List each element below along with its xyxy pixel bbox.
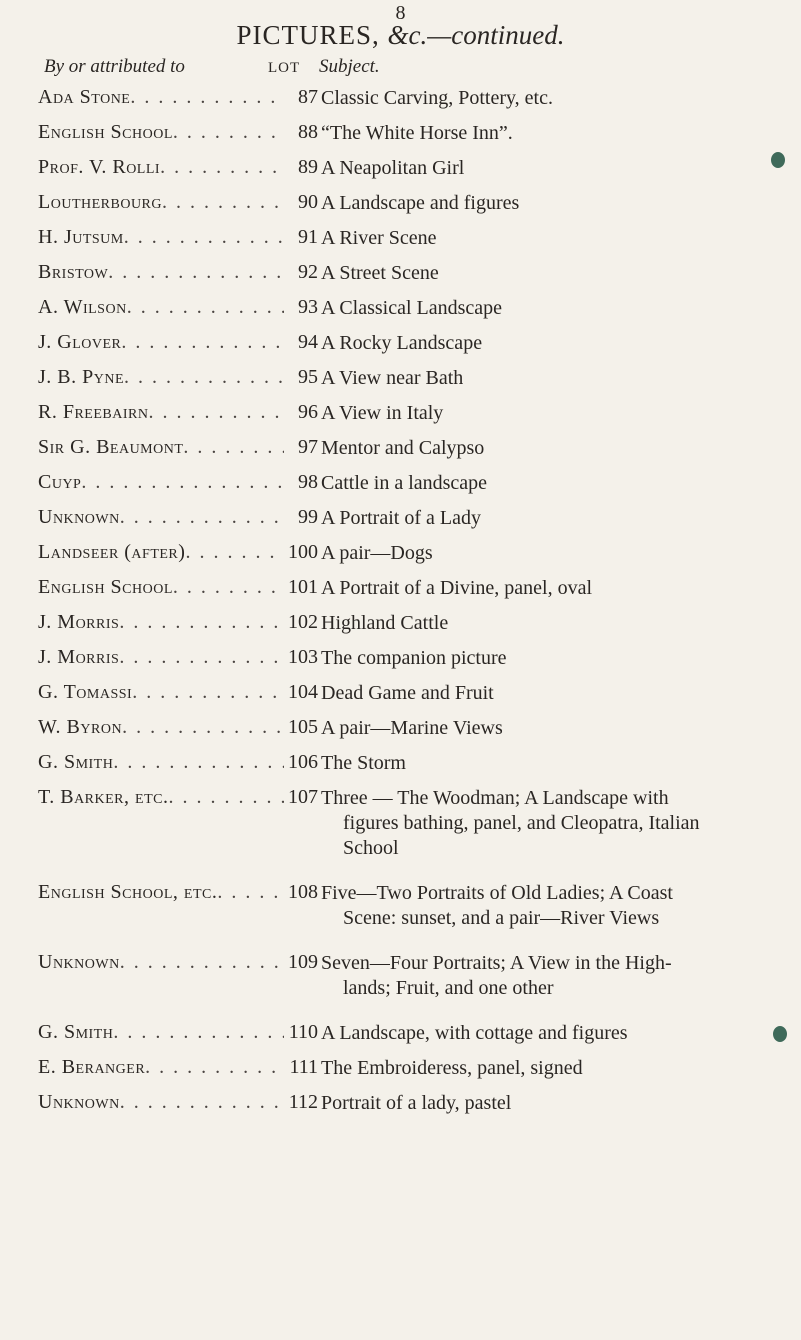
subject-cell — [321, 226, 767, 251]
artist-cell — [38, 296, 284, 324]
artist-name: English School, etc. — [38, 881, 218, 903]
artist-cell — [38, 786, 284, 814]
lot-number: 87 — [298, 86, 318, 108]
artist-name: Bristow — [38, 261, 109, 283]
subject-line: A Portrait of a Lady — [321, 507, 481, 529]
subject-line: Cattle in a landscape — [321, 472, 488, 494]
margin-spot-mark — [771, 152, 785, 168]
artist-name: G. Smith — [38, 1021, 114, 1043]
artist-cell — [38, 121, 284, 149]
subject-cell — [321, 1021, 767, 1046]
dot-leader — [173, 121, 284, 144]
artist-cell — [38, 506, 284, 534]
dot-leader — [124, 366, 284, 389]
subject-line: The companion picture — [321, 647, 507, 669]
subject-cell — [321, 611, 767, 636]
artist-cell — [38, 436, 284, 464]
artist-cell — [38, 261, 284, 289]
lot-number: 91 — [298, 226, 318, 248]
subject-cell — [321, 681, 767, 706]
dot-leader — [120, 951, 284, 974]
lot-number: 110 — [288, 1021, 318, 1043]
subject-line: The Storm — [321, 752, 406, 774]
lot-number: 95 — [298, 366, 318, 388]
artist-name: H. Jutsum — [38, 226, 124, 248]
lot-number: 88 — [298, 121, 318, 143]
subject-line: A Landscape and figures — [321, 192, 520, 214]
dot-leader — [124, 226, 284, 249]
subject-line: A River Scene — [321, 227, 437, 249]
subject-line: Seven—Four Portraits; A View in the High- — [321, 952, 672, 974]
artist-cell — [38, 751, 284, 779]
lot-number: 103 — [288, 646, 318, 668]
heading-continued: &c.—continued. — [387, 20, 565, 50]
artist-cell — [38, 611, 284, 639]
dot-leader — [217, 881, 284, 904]
subject-line: Five—Two Portraits of Old Ladies; A Coast — [321, 882, 673, 904]
subject-line: A pair—Dogs — [321, 542, 433, 564]
dot-leader — [121, 331, 284, 354]
subject-cell — [321, 951, 767, 1001]
artist-name: Unknown — [38, 951, 120, 973]
subject-line: A View near Bath — [321, 367, 464, 389]
artist-cell — [38, 681, 284, 709]
dot-leader — [113, 751, 284, 774]
subject-line: Classic Carving, Pottery, etc. — [321, 87, 553, 109]
dot-leader — [168, 786, 284, 809]
dot-leader — [113, 1021, 284, 1044]
subject-cell — [321, 296, 767, 321]
dot-leader — [148, 401, 284, 424]
artist-name: A. Wilson — [38, 296, 127, 318]
dot-leader — [183, 436, 284, 459]
lot-number: 99 — [298, 506, 318, 528]
subject-cell — [321, 786, 767, 861]
dot-leader — [108, 261, 284, 284]
artist-name: J. B. Pyne — [38, 366, 125, 388]
artist-name: R. Freebairn — [38, 401, 149, 423]
lot-number: 111 — [289, 1056, 318, 1078]
subject-cell — [321, 646, 767, 671]
artist-name: E. Beranger — [38, 1056, 146, 1078]
subject-cell — [321, 331, 767, 356]
heading-main: PICTURES, — [236, 20, 380, 50]
margin-spot-mark — [773, 1026, 787, 1042]
lot-number: 108 — [288, 881, 318, 903]
subject-line: figures bathing, panel, and Cleopatra, Italian — [343, 812, 700, 834]
lot-number: 100 — [288, 541, 318, 563]
lot-number: 98 — [298, 471, 318, 493]
subject-cell — [321, 751, 767, 776]
artist-name: Prof. V. Rolli — [38, 156, 161, 178]
dot-leader — [120, 1091, 284, 1114]
subject-cell — [321, 471, 767, 496]
artist-cell — [38, 366, 284, 394]
artist-name: English School — [38, 121, 173, 143]
lot-number: 102 — [288, 611, 318, 633]
artist-name: Loutherbourg — [38, 191, 162, 213]
artist-cell — [38, 951, 284, 979]
subject-line: A Classical Landscape — [321, 297, 503, 319]
lot-number: 96 — [298, 401, 318, 423]
artist-name: Ada Stone — [38, 86, 131, 108]
subject-cell — [321, 191, 767, 216]
artist-cell — [38, 1056, 284, 1084]
artist-name: Landseer (after) — [38, 541, 186, 563]
subject-cell — [321, 576, 767, 601]
dot-leader — [127, 296, 284, 319]
artist-cell — [38, 576, 284, 604]
subject-line: Dead Game and Fruit — [321, 682, 494, 704]
artist-name: J. Glover — [38, 331, 122, 353]
dot-leader — [145, 1056, 284, 1079]
artist-cell — [38, 1091, 284, 1119]
subject-line: A pair—Marine Views — [321, 717, 503, 739]
subject-cell — [321, 401, 767, 426]
lot-number: 97 — [298, 436, 318, 458]
column-header-artist: By or attributed to — [44, 56, 185, 77]
subject-line: “The White Horse Inn”. — [321, 122, 513, 144]
subject-line: A Landscape, with cottage and figures — [321, 1022, 628, 1044]
artist-name: Unknown — [38, 506, 120, 528]
artist-name: G. Tomassi — [38, 681, 133, 703]
subject-line: A Portrait of a Divine, panel, oval — [321, 577, 593, 599]
artist-name: English School — [38, 576, 173, 598]
dot-leader — [132, 681, 284, 704]
subject-line: A Rocky Landscape — [321, 332, 483, 354]
page-heading — [0, 20, 801, 51]
subject-line: The Embroideress, panel, signed — [321, 1057, 583, 1079]
subject-line: Three — The Woodman; A Landscape with — [321, 787, 669, 809]
dot-leader — [120, 506, 284, 529]
artist-name: J. Morris — [38, 611, 120, 633]
artist-cell — [38, 646, 284, 674]
subject-line: School — [343, 837, 399, 859]
artist-cell — [38, 191, 284, 219]
lot-number: 89 — [298, 156, 318, 178]
lot-number: 106 — [288, 751, 318, 773]
subject-cell — [321, 156, 767, 181]
artist-cell — [38, 226, 284, 254]
lot-number: 107 — [288, 786, 318, 808]
dot-leader — [160, 156, 284, 179]
subject-line: Mentor and Calypso — [321, 437, 485, 459]
subject-line: A Neapolitan Girl — [321, 157, 465, 179]
artist-cell — [38, 1021, 284, 1049]
artist-cell — [38, 156, 284, 184]
dot-leader — [119, 611, 284, 634]
subject-cell — [321, 506, 767, 531]
lot-number: 94 — [298, 331, 318, 353]
dot-leader — [173, 576, 284, 599]
lot-number: 93 — [298, 296, 318, 318]
subject-cell — [321, 541, 767, 566]
artist-cell — [38, 471, 284, 499]
subject-line: lands; Fruit, and one other — [343, 977, 554, 999]
subject-line: A Street Scene — [321, 262, 439, 284]
subject-cell — [321, 121, 767, 146]
artist-cell — [38, 716, 284, 744]
lot-number: 112 — [288, 1091, 318, 1113]
artist-cell — [38, 401, 284, 429]
page-number: 8 — [395, 2, 406, 24]
subject-cell — [321, 436, 767, 461]
column-header-subject: Subject. — [319, 56, 380, 77]
subject-line: Highland Cattle — [321, 612, 449, 634]
subject-cell — [321, 86, 767, 111]
subject-line: Scene: sunset, and a pair—River Views — [343, 907, 660, 929]
artist-name: T. Barker, etc. — [38, 786, 169, 808]
subject-cell — [321, 261, 767, 286]
dot-leader — [130, 86, 284, 109]
lot-number: 101 — [288, 576, 318, 598]
subject-line: A View in Italy — [321, 402, 444, 424]
artist-name: Sir G. Beaumont — [38, 436, 184, 458]
subject-cell — [321, 1056, 767, 1081]
artist-name: G. Smith — [38, 751, 114, 773]
lot-number: 92 — [298, 261, 318, 283]
lot-number: 105 — [288, 716, 318, 738]
artist-name: W. Byron — [38, 716, 123, 738]
lot-number: 104 — [288, 681, 318, 703]
dot-leader — [81, 471, 284, 494]
artist-cell — [38, 541, 284, 569]
subject-cell — [321, 366, 767, 391]
subject-line: Portrait of a lady, pastel — [321, 1092, 512, 1114]
artist-cell — [38, 86, 284, 114]
lot-number: 109 — [288, 951, 318, 973]
subject-cell — [321, 1091, 767, 1116]
lot-number: 90 — [298, 191, 318, 213]
artist-cell — [38, 331, 284, 359]
dot-leader — [119, 646, 284, 669]
dot-leader — [122, 716, 284, 739]
artist-name: J. Morris — [38, 646, 120, 668]
subject-cell — [321, 881, 767, 931]
artist-name: Unknown — [38, 1091, 120, 1113]
subject-cell — [321, 716, 767, 741]
dot-leader — [185, 541, 284, 564]
column-header-lot: LOT — [268, 60, 301, 76]
dot-leader — [162, 191, 284, 214]
artist-name: Cuyp — [38, 471, 82, 493]
artist-cell — [38, 881, 284, 909]
